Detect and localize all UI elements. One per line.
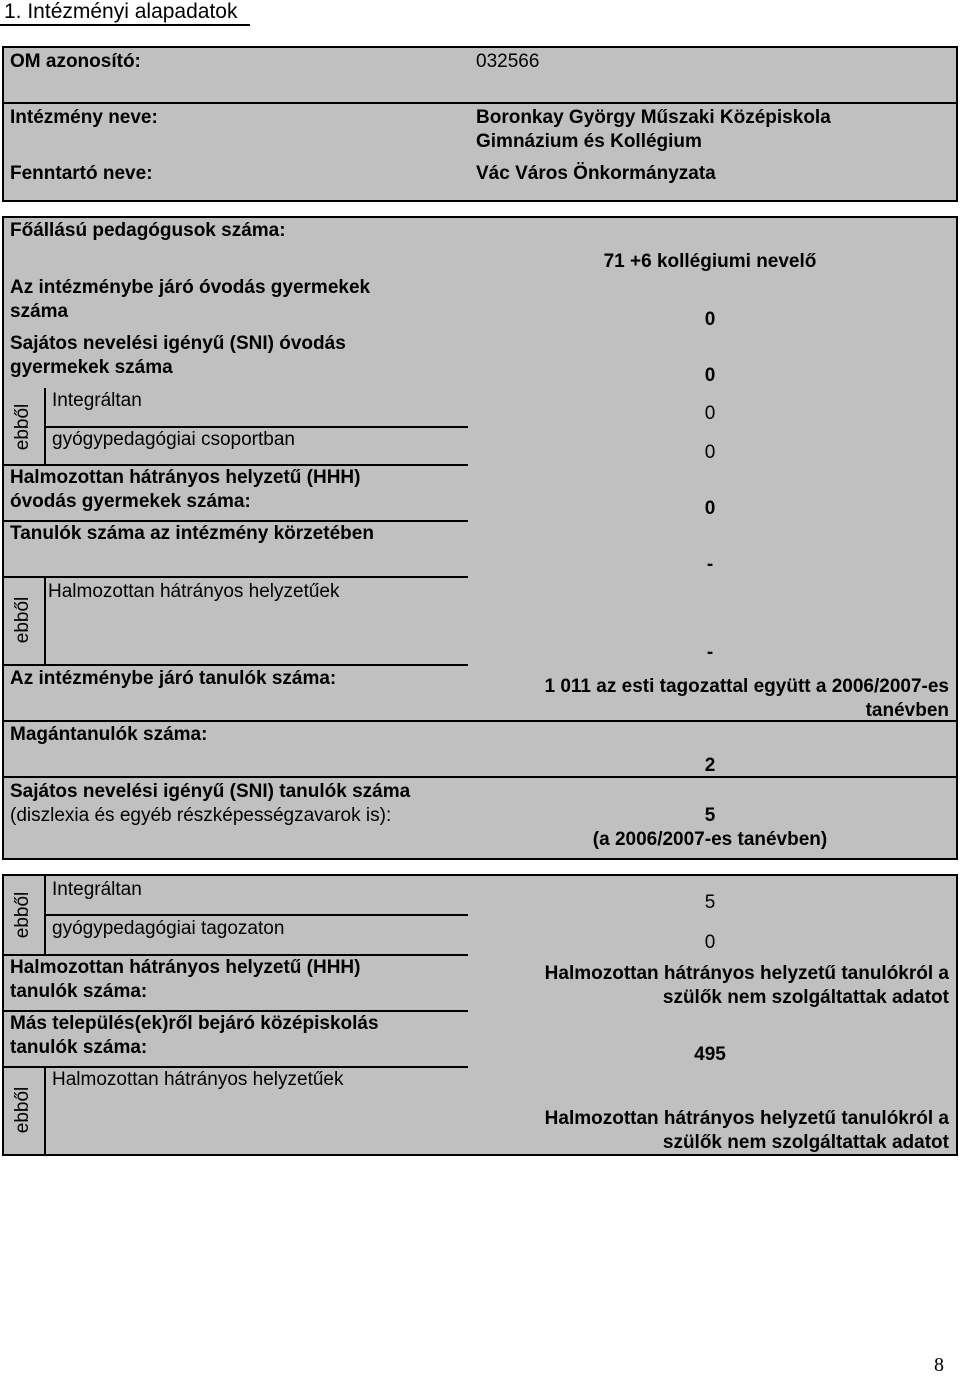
- commuting-hhh-label: Halmozottan hátrányos helyzetűek: [52, 1069, 344, 1090]
- hhh-students-value-line1: Halmozottan hátrányos helyzetű tanulókról a: [544, 963, 949, 984]
- sni-kg-label-line1: Sajátos nevelési igényű (SNI) óvodás: [10, 333, 346, 354]
- sni-kg-value: 0: [704, 365, 716, 386]
- district-value: -: [706, 554, 714, 575]
- ebbol-label-4: ebből: [12, 1086, 33, 1134]
- maintainer-label: Fenntartó neve:: [10, 163, 153, 184]
- sni-kg-integrated-label: Integráltan: [52, 390, 142, 411]
- district-label: Tanulók száma az intézmény körzetében: [10, 523, 374, 544]
- district-hhh-label: Halmozottan hátrányos helyzetűek: [48, 581, 340, 602]
- sni-kg-label-line2: gyermekek száma: [10, 357, 173, 378]
- sni-students-integrated-label: Integráltan: [52, 879, 142, 900]
- institution-label: Intézmény neve:: [10, 107, 158, 128]
- institution-value-line1: Boronkay György Műszaki Középiskola: [476, 107, 831, 128]
- hhh-students-label-line2: tanulók száma:: [10, 981, 148, 1002]
- sni-kg-group-value: 0: [704, 442, 716, 463]
- hhh-students-value-line2: szülők nem szolgáltattak adatot: [662, 987, 949, 1008]
- hhh-students-label-line1: Halmozottan hátrányos helyzetű (HHH): [10, 957, 361, 978]
- sni-students-label-line1: Sajátos nevelési igényű (SNI) tanulók száma: [10, 781, 411, 802]
- hhh-kg-label-line2: óvodás gyermekek száma:: [10, 491, 251, 512]
- district-hhh-value: -: [706, 642, 714, 663]
- teachers-label: Főállású pedagógusok száma:: [10, 220, 286, 241]
- students-value-line1: 1 011 az esti tagozattal együtt a 2006/2007-es: [544, 676, 949, 697]
- students-value-line2: tanévben: [865, 700, 949, 721]
- ebbol-label-1: ebből: [12, 403, 33, 451]
- ebbol-label-2: ebből: [12, 596, 33, 644]
- sni-students-value-line2: (a 2006/2007-es tanévben): [592, 829, 828, 850]
- hhh-kg-label-line1: Halmozottan hátrányos helyzetű (HHH): [10, 467, 361, 488]
- section-title: 1. Intézményi alapadatok: [0, 0, 960, 26]
- private-students-label: Magántanulók száma:: [10, 724, 208, 745]
- institution-value-line2: Gimnázium és Kollégium: [476, 131, 702, 152]
- teachers-value: 71 +6 kollégiumi nevelő: [603, 251, 817, 272]
- kindergarten-label-line2: száma: [10, 301, 69, 322]
- students-label: Az intézménybe járó tanulók száma:: [10, 668, 337, 689]
- sni-students-section-label: gyógypedagógiai tagozaton: [52, 918, 285, 939]
- commuting-label-line1: Más település(ek)ről bejáró középiskolás: [10, 1013, 379, 1034]
- kindergarten-label-line1: Az intézménybe járó óvodás gyermekek: [10, 277, 371, 298]
- commuting-hhh-value-line2: szülők nem szolgáltattak adatot: [662, 1132, 949, 1153]
- sni-students-label-line2: (diszlexia és egyéb részképességzavarok is):: [10, 805, 392, 826]
- sni-students-integrated-value: 5: [704, 892, 716, 913]
- maintainer-value: Vác Város Önkormányzata: [476, 163, 716, 184]
- page-number: 8: [934, 1354, 944, 1376]
- commuting-hhh-value-line1: Halmozottan hátrányos helyzetű tanulókról a: [544, 1108, 949, 1129]
- kindergarten-value: 0: [704, 309, 716, 330]
- sni-kg-integrated-value: 0: [704, 403, 716, 424]
- ebbol-label-3: ebből: [12, 891, 33, 939]
- commuting-label-line2: tanulók száma:: [10, 1037, 148, 1058]
- hhh-kg-value: 0: [704, 498, 716, 519]
- om-value: 032566: [476, 51, 540, 72]
- private-students-value: 2: [704, 755, 716, 776]
- om-label: OM azonosító:: [10, 51, 141, 72]
- commuting-value: 495: [694, 1044, 726, 1065]
- sni-students-section-value: 0: [704, 932, 716, 953]
- sni-kg-group-label: gyógypedagógiai csoportban: [52, 429, 295, 450]
- sni-students-value-line1: 5: [704, 805, 716, 826]
